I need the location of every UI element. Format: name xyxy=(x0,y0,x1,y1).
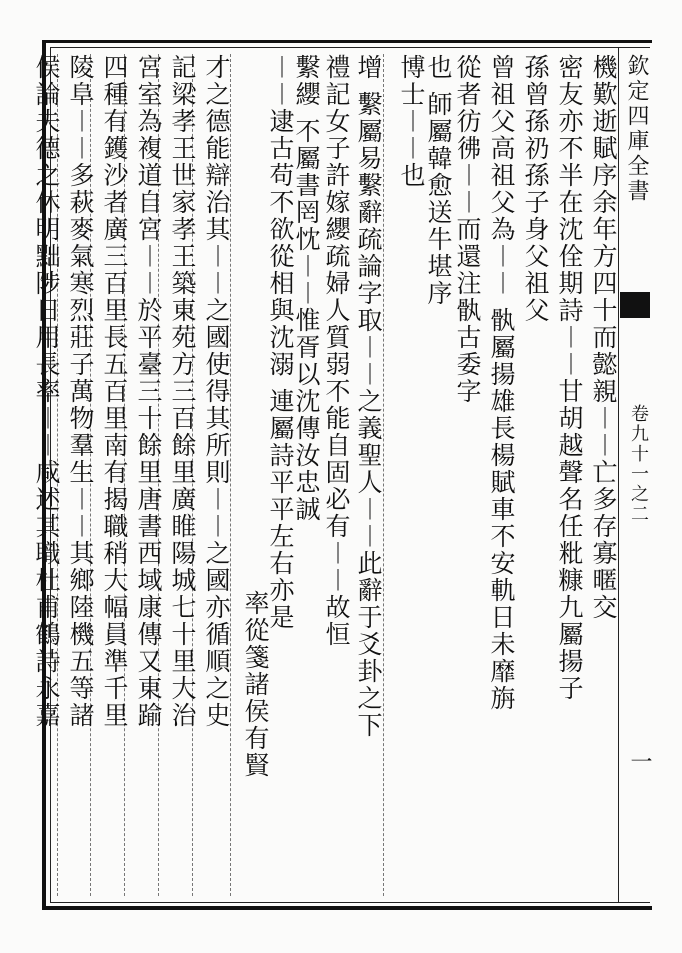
text-column: 也 師屬韓愈送牛堪序 xyxy=(424,54,453,307)
text-column: 曾祖父高祖父為︱︱ 骫屬揚雄長楊賦車不安軌日未靡旃 xyxy=(487,54,516,712)
text-column: 密友亦不半在沈佺期詩︱︱甘胡越聲名任粃糠九屬揚子 xyxy=(555,54,584,702)
text-column: 侯論夫德之休明黜陟日用長率︱︱咸述其職杜甫鶴詩永嘉 xyxy=(32,54,61,729)
text-column: 繫纓 不屬書罔忱︱︱惟胥以沈傳汝忠誠 xyxy=(292,54,321,523)
text-column: 禮記女子許嫁纓疏婦人質弱不能自固必有︱︱故恒 xyxy=(322,54,351,648)
text-column: 率從箋諸侯有賢 xyxy=(241,590,270,779)
text-column: 博士︱︱也 xyxy=(397,54,426,189)
page-number: 一 xyxy=(627,750,652,772)
text-column: 機歎逝賦序余年方四十而懿親︱︱亡多存寡暱交 xyxy=(589,54,618,621)
volume-label: 卷九十一之二 xyxy=(628,404,649,524)
text-column: 四種有鑊沙者廣三百里長五百里南有揭職稍大幅員準千里 xyxy=(100,54,129,729)
text-column: 孫曾孫礽孫子身父祖父 xyxy=(521,54,550,324)
text-column: 增 繫屬易繫辭疏論字取︱︱之義聖人︱︱此辭于爻卦之下 xyxy=(354,54,383,739)
text-column: 才之德能辯治其︱︱之國使得其所則︱︱之國亦循順之史 xyxy=(202,54,231,729)
text-column: ︱︱逮古苟不欲從相與沈溺 連屬詩平平左右亦是 xyxy=(266,54,295,631)
text-column: 宮室為複道自宮︱︱於平臺三十餘里唐書西域康傳又東踰 xyxy=(134,54,163,729)
text-column: 從者彷彿︱︱而還注骫古委字 xyxy=(453,54,482,405)
book-title: 欽定四庫全書 xyxy=(624,54,649,204)
fish-tail-mark xyxy=(620,292,650,318)
text-column: 陵阜︱︱多萩麥氣寒烈莊子萬物羣生︱︱其鄉陸機五等諸 xyxy=(66,54,95,729)
text-column: 記梁孝王世家孝王築東苑方三百餘里廣睢陽城七十里大治 xyxy=(168,54,197,729)
